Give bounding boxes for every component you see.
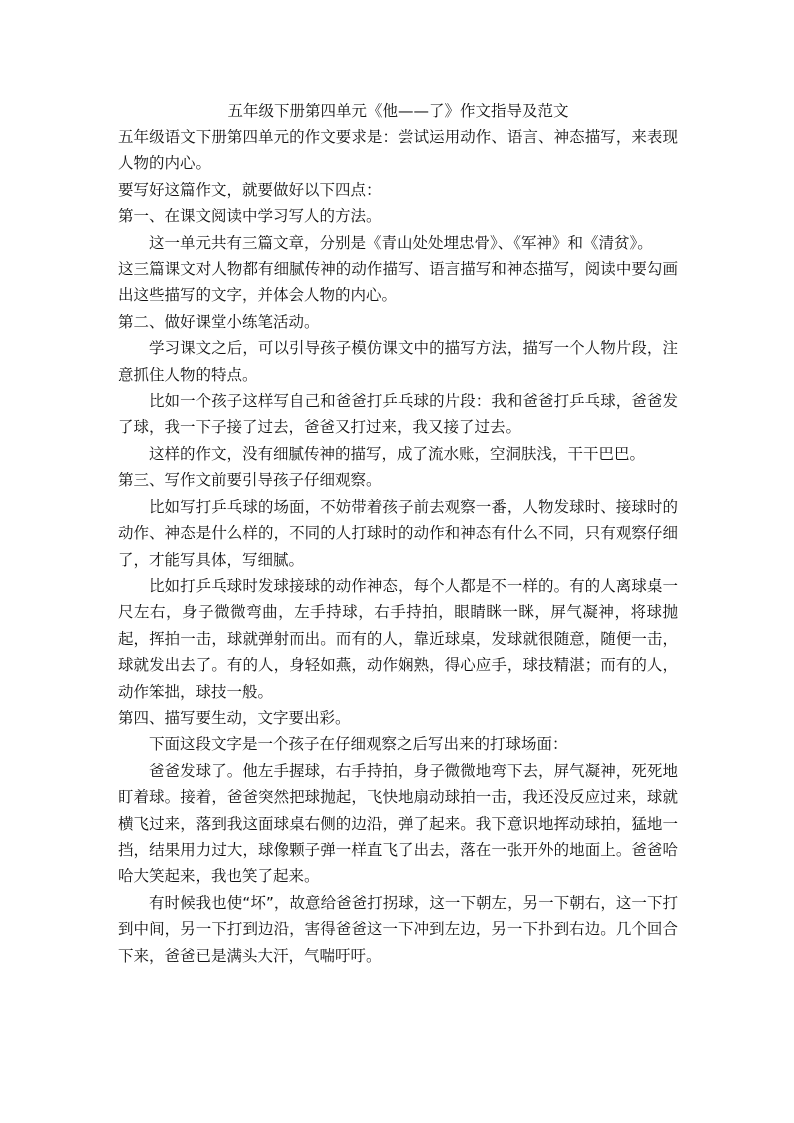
paragraph-example-plain: 比如一个孩子这样写自己和爸爸打乒乓球的片段：我和爸爸打乒乓球，爸爸发了球，我一下子接了过去，爸爸又打过来，我又接了过去。 [118,392,678,437]
heading-point-1: 第一、在课文阅读中学习写人的方法。 [118,207,382,226]
paragraph-texts-description: 这三篇课文对人物都有细腻传神的动作描写、语言描写和神态描写，阅读中要勾画出这些描写的文字，并体会人物的内心。 [118,260,678,305]
paragraph-example-critique: 这样的作文，没有细腻传神的描写，成了流水账，空洞肤浅，干干巴巴。 [149,444,646,463]
heading-point-3: 第三、写作文前要引导孩子仔细观察。 [118,471,382,490]
document-title: 五年级下册第四单元《他——了》作文指导及范文 [227,102,569,120]
paragraph-observation-detail: 比如打乒乓球时发球接球的动作神态，每个人都是不一样的。有的人离球桌一尺左右，身子微微弯曲，左手持球，右手持拍，眼睛眯一眯，屏气凝神，将球抛起，挥拍一击，球就弹射而出。而有的人，靠近球桌，发球就很随意，随便一击，球就发出去了。有的人，身轻如燕，动作娴熟，得心应手，球技精湛；而有的人，动作笨拙，球技一般。 [118,576,678,701]
paragraph-texts-list: 这一单元共有三篇文章，分别是《青山处处埋忠骨》、《军神》和《清贫》。 [149,233,653,252]
document-page [118,98,678,969]
paragraph-overview: 要写好这篇作文，就要做好以下四点： [118,180,382,199]
paragraph-sample-1: 爸爸发球了。他左手握球，右手持拍，身子微微地弯下去，屏气凝神，死死地盯着球。接着，爸爸突然把球抛起，飞快地扇动球拍一击，我还没反应过来，球就横飞过来，落到我这面球桌右侧的边沿，弹了起来。我下意识地挥动球拍，猛地一挡，结果用力过大，球像颗子弹一样直飞了出去，落在一张开外的地面上。爸爸哈哈大笑起来，我也笑了起来。 [118,761,678,886]
heading-point-4: 第四、描写要生动，文字要出彩。 [118,708,351,727]
paragraph-practice: 学习课文之后，可以引导孩子模仿课文中的描写方法，描写一个人物片段，注意抓住人物的特点。 [118,339,678,384]
paragraph-sample-intro: 下面这段文字是一个孩子在仔细观察之后写出来的打球场面： [149,735,568,754]
paragraph-observation: 比如写打乒乓球的场面，不妨带着孩子前去观察一番，人物发球时、接球时的动作、神态是什么样的，不同的人打球时的动作和神态有什么不同，只有观察仔细了，才能写具体，写细腻。 [118,497,678,569]
paragraph-sample-2: 有时候我也使“坏”，故意给爸爸打拐球，这一下朝左，另一下朝右，这一下打到中间，另一下打到边沿，害得爸爸这一下冲到左边，另一下扑到右边。几个回合下来，爸爸已是满头大汗，气喘吁吁。 [118,893,678,965]
paragraph-intro: 五年级语文下册第四单元的作文要求是：尝试运用动作、语言、神态描写，来表现人物的内心。 [118,128,678,173]
heading-point-2: 第二、做好课堂小练笔活动。 [118,312,320,331]
